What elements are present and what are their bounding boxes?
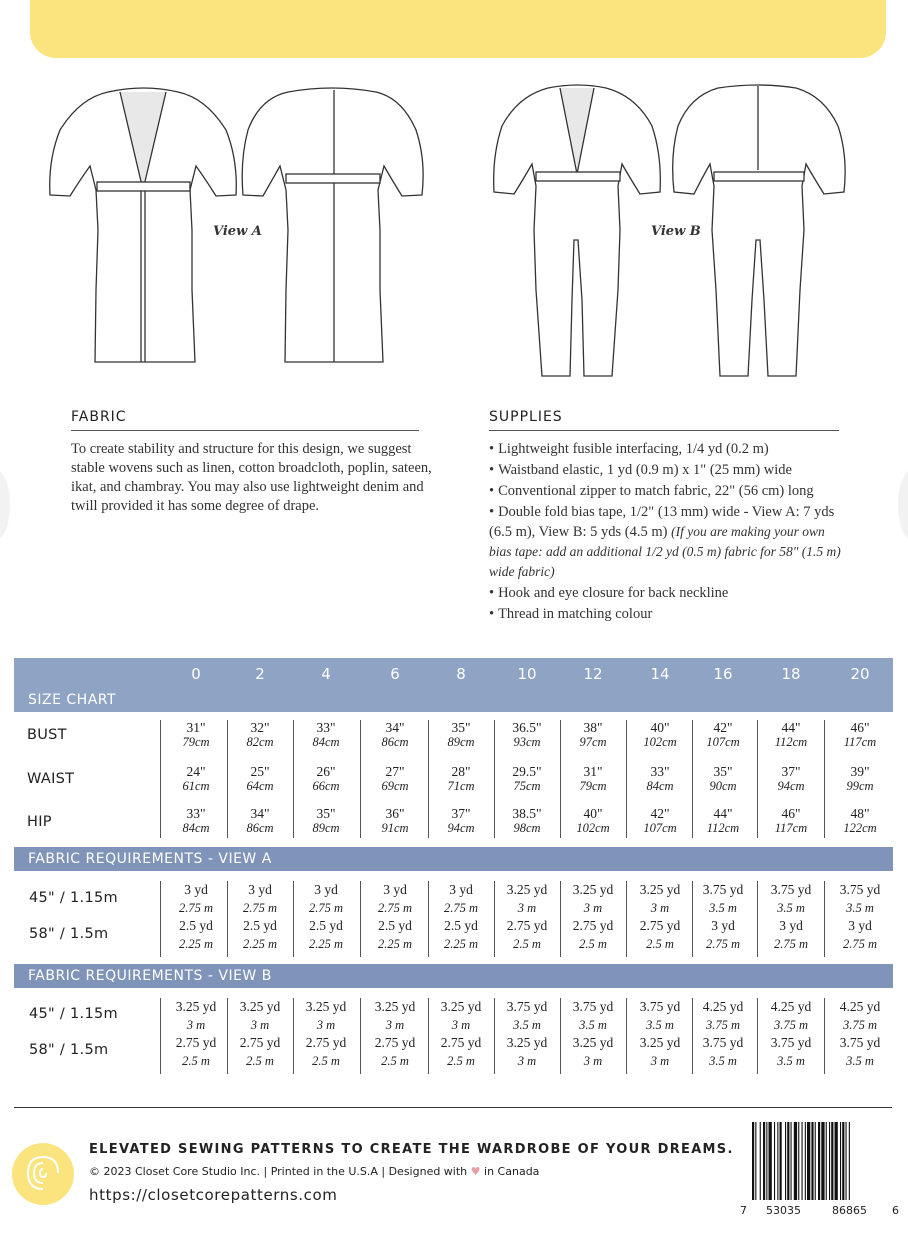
size-cell: 36.5" 93cm xyxy=(512,720,542,749)
fabric-cell: 3.75 yd 3.5 m 3 yd 2.75 m xyxy=(770,882,812,951)
size-cell: 46" 117cm xyxy=(774,806,808,835)
fabric-cell: 3 yd 2.75 m 2.5 yd 2.25 m xyxy=(377,882,413,951)
fabric-a-58-label: 58" / 1.5m xyxy=(29,926,109,942)
row-label-hip: HIP xyxy=(27,814,52,830)
supply-item: • Lightweight fusible interfacing, 1/4 yd (0.2 m) xyxy=(489,441,769,457)
fabric-b-45-label: 45" / 1.15m xyxy=(29,1006,118,1022)
size-cell: 26" 66cm xyxy=(312,764,340,793)
fabric-cell: 3.75 yd 3.5 m 3.25 yd 3 m xyxy=(639,999,681,1068)
barcode-bar xyxy=(849,1122,850,1200)
barcode-bar xyxy=(760,1122,761,1200)
copyright xyxy=(89,1165,539,1178)
barcode-bar xyxy=(755,1122,756,1200)
column-divider xyxy=(360,720,361,838)
size-cell: 38" 97cm xyxy=(579,720,607,749)
barcode-bar xyxy=(807,1122,810,1200)
column-divider xyxy=(824,720,825,838)
supplies-list xyxy=(489,440,844,626)
fabric-cell: 3 yd 2.75 m 2.5 yd 2.25 m xyxy=(443,882,479,951)
fabric-cell: 3.75 yd 3.5 m 3 yd 2.75 m xyxy=(839,882,881,951)
size-cell: 37" 94cm xyxy=(777,764,805,793)
supply-item: • Double fold bias tape, 1/2" (13 mm) wide - View A: 7 yds (6.5 m), View B: 5 yds (4.5 m) (If you are making your own bias tape: add an additional 1/2 yd (0.5 m) fabric for 58" (1.5 m) wide fabric) xyxy=(489,504,841,579)
row-label-waist: WAIST xyxy=(27,771,75,787)
barcode-bar xyxy=(831,1122,833,1200)
size-header-8: 8 xyxy=(456,665,466,683)
barcode-digits-right: 86865 xyxy=(832,1204,867,1217)
size-header-6: 6 xyxy=(390,665,400,683)
size-header-16: 16 xyxy=(713,665,733,683)
column-divider xyxy=(160,998,161,1074)
fabric-b-title: FABRIC REQUIREMENTS - VIEW B xyxy=(28,968,272,984)
size-cell: 29.5" 75cm xyxy=(512,764,542,793)
fabric-a-title: FABRIC REQUIREMENTS - VIEW A xyxy=(28,851,272,867)
barcode-bar xyxy=(798,1122,799,1200)
fabric-cell: 3.75 yd 3.5 m 3.25 yd 3 m xyxy=(506,999,548,1068)
barcode-bar xyxy=(840,1122,841,1200)
size-chart-band xyxy=(14,688,893,712)
size-header-4: 4 xyxy=(321,665,331,683)
page-tab-right xyxy=(898,470,908,540)
size-cell: 39" 99cm xyxy=(846,764,874,793)
size-cell: 35" 89cm xyxy=(312,806,340,835)
column-divider xyxy=(160,881,161,957)
size-cell: 25" 64cm xyxy=(246,764,274,793)
fabric-cell: 3 yd 2.75 m 2.5 yd 2.25 m xyxy=(308,882,344,951)
size-cell: 34" 86cm xyxy=(381,720,409,749)
barcode-bar xyxy=(791,1122,792,1200)
size-cell: 33" 84cm xyxy=(182,806,210,835)
size-header-2: 2 xyxy=(255,665,265,683)
size-header-0: 0 xyxy=(191,665,201,683)
fabric-cell: 3.25 yd 3 m 2.75 yd 2.5 m xyxy=(305,999,347,1068)
barcode-bar xyxy=(846,1122,847,1200)
barcode-bar xyxy=(802,1122,803,1200)
size-cell: 42" 107cm xyxy=(643,806,677,835)
fabric-cell: 3.25 yd 3 m 2.75 yd 2.5 m xyxy=(506,882,548,951)
barcode-bar xyxy=(805,1122,806,1200)
supply-item: • Waistband elastic, 1 yd (0.9 m) x 1" (25 mm) wide xyxy=(489,462,792,478)
logo-icon xyxy=(12,1143,74,1205)
page-tab-left xyxy=(0,470,10,540)
fabric-cell: 3 yd 2.75 m 2.5 yd 2.25 m xyxy=(242,882,278,951)
barcode-digit-lead: 7 xyxy=(740,1204,747,1217)
barcode-bar xyxy=(821,1122,824,1200)
fabric-cell: 4.25 yd 3.75 m 3.75 yd 3.5 m xyxy=(770,999,812,1068)
supply-item: • Thread in matching colour xyxy=(489,606,653,622)
barcode-bar xyxy=(815,1122,816,1200)
fabric-cell: 3.25 yd 3 m 2.75 yd 2.5 m xyxy=(175,999,217,1068)
size-cell: 27" 69cm xyxy=(381,764,409,793)
size-cell: 48" 122cm xyxy=(843,806,877,835)
size-cell: 40" 102cm xyxy=(576,806,610,835)
fabric-cell: 4.25 yd 3.75 m 3.75 yd 3.5 m xyxy=(839,999,881,1068)
fabric-cell: 3.25 yd 3 m 2.75 yd 2.5 m xyxy=(440,999,482,1068)
size-cell: 44" 112cm xyxy=(706,806,740,835)
size-cell: 32" 82cm xyxy=(246,720,274,749)
barcode-digit-check: 6 xyxy=(892,1204,899,1217)
size-cell: 40" 102cm xyxy=(643,720,677,749)
view-b-label: View B xyxy=(651,224,701,239)
fabric-cell: 3.75 yd 3.5 m 3 yd 2.75 m xyxy=(702,882,744,951)
size-cell: 33" 84cm xyxy=(646,764,674,793)
size-header-10: 10 xyxy=(517,665,537,683)
closet-core-logo xyxy=(12,1143,74,1205)
size-cell: 31" 79cm xyxy=(579,764,607,793)
fabric-a-45-label: 45" / 1.15m xyxy=(29,890,118,906)
barcode-bar xyxy=(780,1122,782,1200)
size-chart-title: SIZE CHART xyxy=(28,692,117,708)
fabric-b-band xyxy=(14,964,893,988)
barcode-bar xyxy=(829,1122,830,1200)
barcode-bar xyxy=(818,1122,820,1200)
fabric-cell: 3.25 yd 3 m 2.75 yd 2.5 m xyxy=(239,999,281,1068)
barcode-bar xyxy=(777,1122,778,1200)
column-divider xyxy=(160,720,161,838)
size-header-20: 20 xyxy=(850,665,870,683)
fabric-rule xyxy=(71,430,419,431)
fabric-cell: 3.75 yd 3.5 m 3.25 yd 3 m xyxy=(572,999,614,1068)
website-link[interactable]: https://closetcorepatterns.com xyxy=(89,1186,338,1204)
size-cell: 35" 89cm xyxy=(447,720,475,749)
fabric-b-58-label: 58" / 1.5m xyxy=(29,1042,109,1058)
fabric-heading: FABRIC xyxy=(71,409,127,425)
size-cell: 34" 86cm xyxy=(246,806,274,835)
barcode-bar xyxy=(794,1122,797,1200)
barcode-bar xyxy=(787,1122,789,1200)
column-divider xyxy=(824,998,825,1074)
fabric-description: To create stability and structure for this design, we suggest stable wovens such as linen, cotton broadcloth, poplin, sateen, ikat, and chambray. You may also use lightweight denim and twill provided it has some degree of drape. xyxy=(71,441,432,514)
size-header-12: 12 xyxy=(583,665,603,683)
fabric-cell: 3 yd 2.75 m 2.5 yd 2.25 m xyxy=(178,882,214,951)
supply-item: • Conventional zipper to match fabric, 22" (56 cm) long xyxy=(489,483,814,499)
size-header-18: 18 xyxy=(781,665,801,683)
column-divider xyxy=(360,881,361,957)
size-cell: 42" 107cm xyxy=(706,720,740,749)
size-cell: 33" 84cm xyxy=(312,720,340,749)
barcode-bar xyxy=(769,1122,772,1200)
supply-item: • Hook and eye closure for back neckline xyxy=(489,585,729,601)
barcode-icon xyxy=(748,1122,898,1202)
barcode-bar xyxy=(752,1122,754,1200)
barcode-bar xyxy=(835,1122,838,1200)
bias-tape-note: (If you are making your own bias tape: add an additional 1/2 yd (0.5 m) fabric for 58" (1.5 m) wide fabric) xyxy=(489,524,841,579)
barcode-bar xyxy=(811,1122,813,1200)
size-cell: 31" 79cm xyxy=(182,720,210,749)
fabric-cell: 3.25 yd 3 m 2.75 yd 2.5 m xyxy=(639,882,681,951)
barcode-bar xyxy=(766,1122,767,1200)
size-cell: 44" 112cm xyxy=(774,720,808,749)
fabric-cell: 3.25 yd 3 m 2.75 yd 2.5 m xyxy=(374,999,416,1068)
barcode-digits-left: 53035 xyxy=(766,1204,801,1217)
size-cell: 28" 71cm xyxy=(447,764,475,793)
barcode-bar xyxy=(763,1122,765,1200)
size-cell: 35" 90cm xyxy=(709,764,737,793)
copyright-text: © 2023 Closet Core Studio Inc. | Printed in the U.S.A | Designed with xyxy=(89,1165,468,1178)
top-banner xyxy=(30,0,886,58)
size-cell: 24" 61cm xyxy=(182,764,210,793)
barcode-bar xyxy=(842,1122,844,1200)
heart-icon: ♥ xyxy=(470,1165,481,1178)
size-cell: 37" 94cm xyxy=(447,806,475,835)
footer-rule xyxy=(14,1107,892,1108)
size-cell: 38.5" 98cm xyxy=(512,806,542,835)
column-divider xyxy=(360,998,361,1074)
fabric-a-band xyxy=(14,847,893,871)
size-header-14: 14 xyxy=(650,665,670,683)
size-cell: 36" 91cm xyxy=(381,806,409,835)
copyright-location: in Canada xyxy=(484,1165,540,1178)
supplies-heading: SUPPLIES xyxy=(489,409,563,425)
size-header-row xyxy=(14,658,893,688)
tagline: ELEVATED SEWING PATTERNS TO CREATE THE WARDROBE OF YOUR DREAMS. xyxy=(89,1142,734,1157)
supplies-rule xyxy=(489,430,839,431)
barcode-bar xyxy=(774,1122,775,1200)
column-divider xyxy=(824,881,825,957)
size-cell: 46" 117cm xyxy=(843,720,877,749)
row-label-bust: BUST xyxy=(27,727,67,743)
view-a-label: View A xyxy=(213,224,262,239)
barcode-bar xyxy=(785,1122,786,1200)
fabric-cell: 3.25 yd 3 m 2.75 yd 2.5 m xyxy=(572,882,614,951)
fabric-cell: 4.25 yd 3.75 m 3.75 yd 3.5 m xyxy=(702,999,744,1068)
barcode-bar xyxy=(826,1122,827,1200)
